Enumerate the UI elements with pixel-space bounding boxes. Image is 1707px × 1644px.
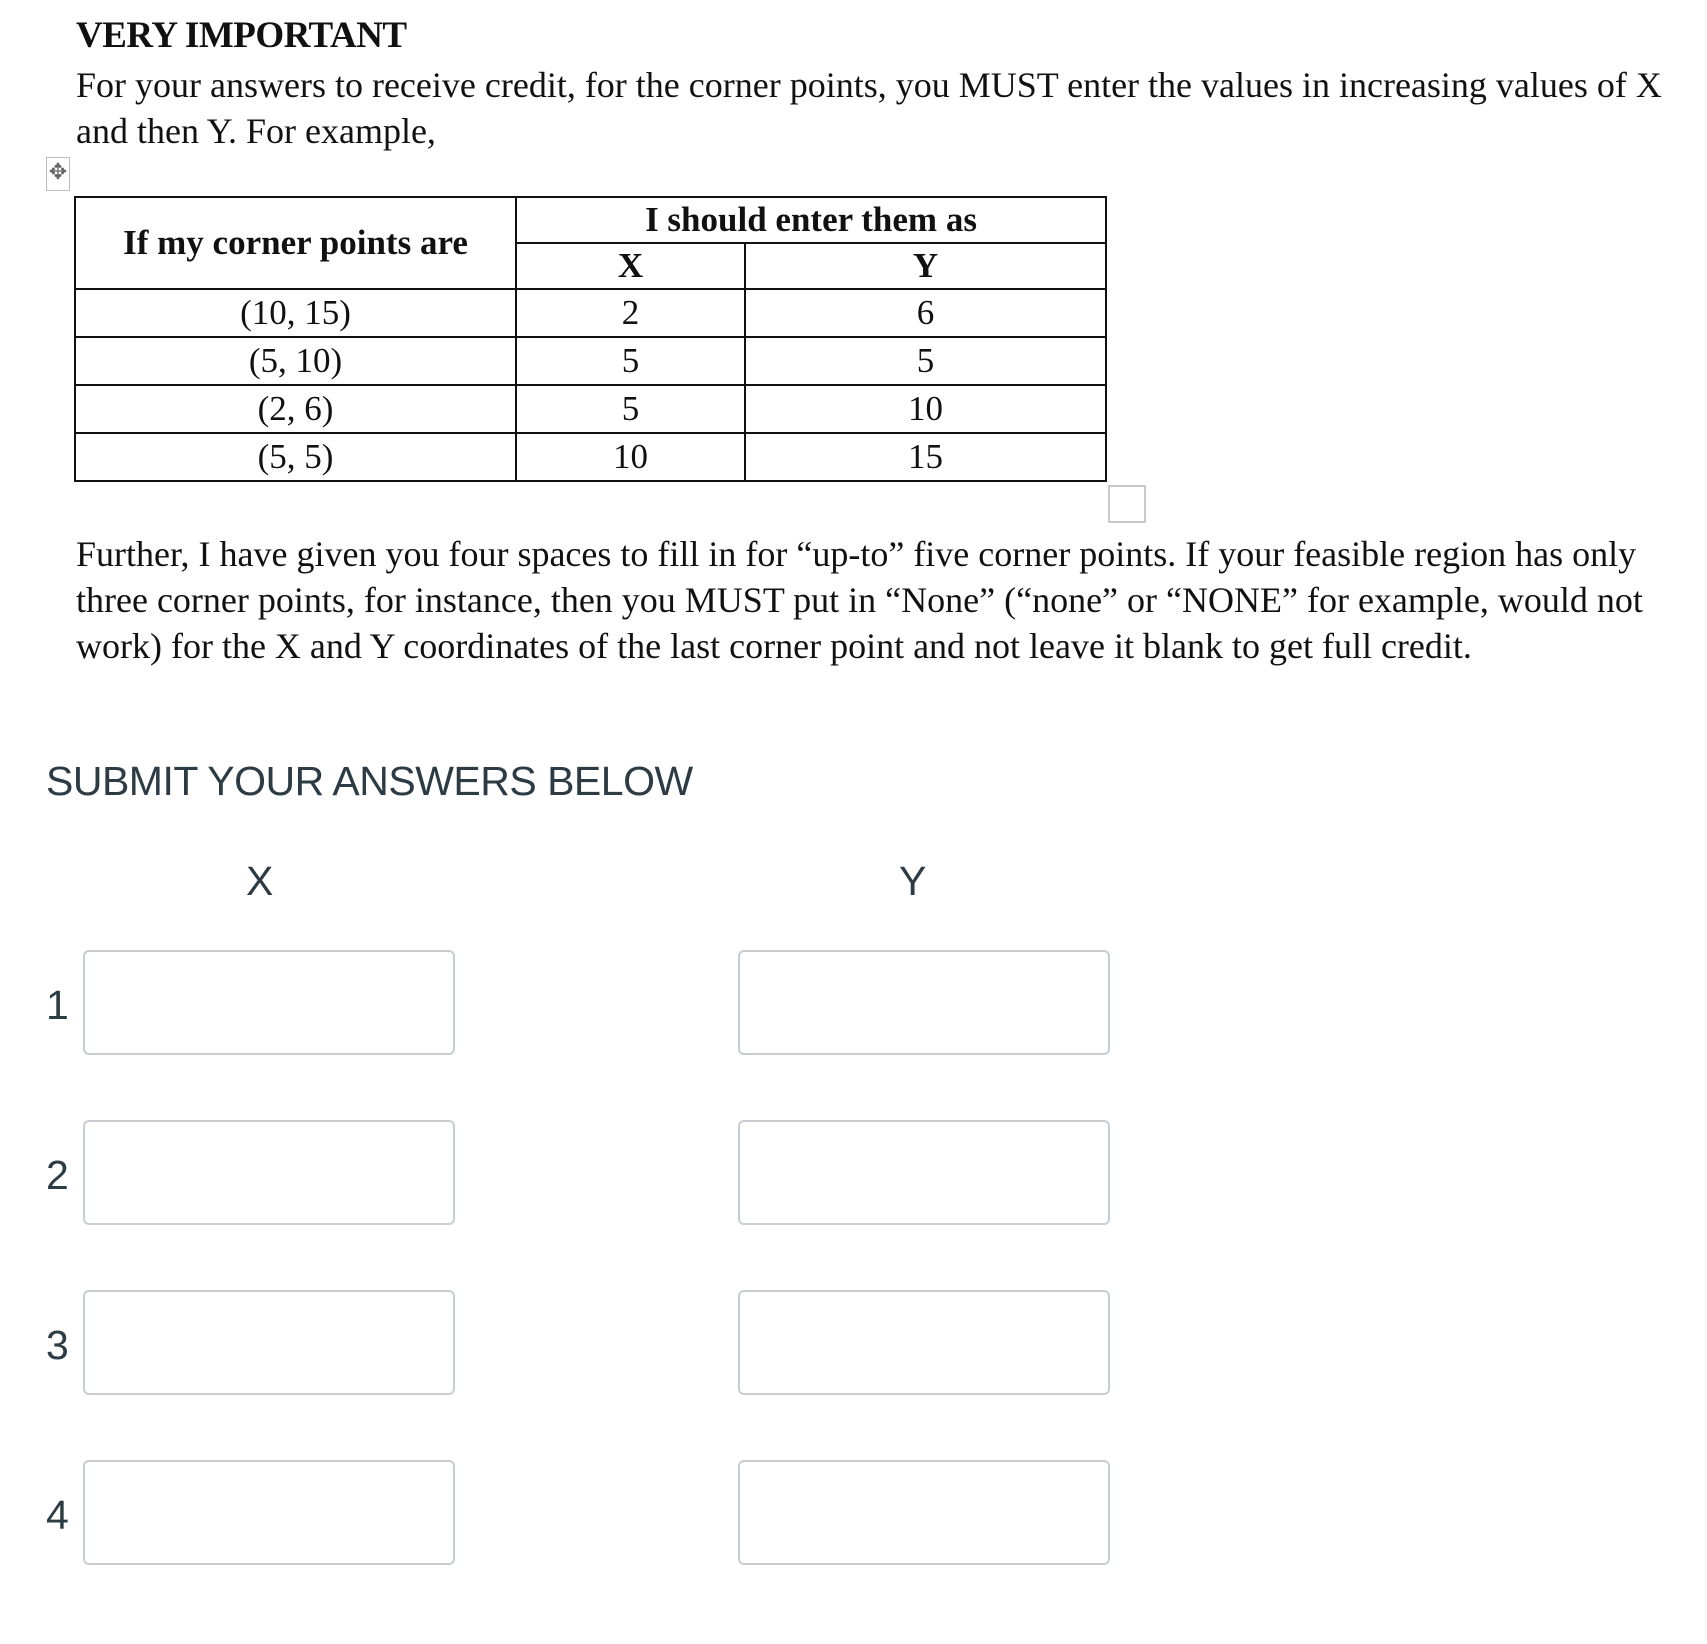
header-y: Y [745, 243, 1106, 289]
answer-x-3[interactable] [83, 1290, 455, 1395]
cell-point: (5, 10) [75, 337, 516, 385]
column-y-label: Y [899, 858, 927, 904]
cell-x: 2 [516, 289, 745, 337]
table-row [75, 433, 1106, 481]
cell-point: (10, 15) [75, 289, 516, 337]
row-label-1: 1 [46, 982, 69, 1028]
answer-x-2[interactable] [83, 1120, 455, 1225]
example-table [74, 196, 1107, 482]
further-instructions: Further, I have given you four spaces to fill in for “up-to” five corner points. If your feasible region has only three corner points, for instance, then you MUST put in “None” (“none” or “NONE” for example, would not work) for the X and Y coordinates of the last corner point and not leave it blank to get full credit. [76, 534, 1643, 666]
table-row [75, 385, 1106, 433]
answer-x-4[interactable] [83, 1460, 455, 1565]
cell-x: 5 [516, 385, 745, 433]
submit-heading: SUBMIT YOUR ANSWERS BELOW [46, 758, 693, 804]
cell-y: 15 [745, 433, 1106, 481]
cell-point: (2, 6) [75, 385, 516, 433]
table-row [75, 337, 1106, 385]
header-x: X [516, 243, 745, 289]
answer-y-3[interactable] [738, 1290, 1110, 1395]
answer-y-1[interactable] [738, 950, 1110, 1055]
table-row [75, 289, 1106, 337]
cell-y: 5 [745, 337, 1106, 385]
header-corner-points: If my corner points are [75, 197, 516, 289]
cell-y: 10 [745, 385, 1106, 433]
notice-body: For your answers to receive credit, for the corner points, you MUST enter the values in increasing values of X and then Y. For example, [76, 65, 1662, 151]
answer-y-2[interactable] [738, 1120, 1110, 1225]
row-label-4: 4 [46, 1492, 69, 1538]
cell-y: 6 [745, 289, 1106, 337]
cell-x: 10 [516, 433, 745, 481]
answer-x-1[interactable] [83, 950, 455, 1055]
answer-y-4[interactable] [738, 1460, 1110, 1565]
row-label-3: 3 [46, 1322, 69, 1368]
header-enter-as: I should enter them as [516, 197, 1106, 243]
cell-point: (5, 5) [75, 433, 516, 481]
notice-title: VERY IMPORTANT [76, 15, 407, 56]
table-resize-handle[interactable] [1108, 485, 1146, 523]
move-handle-icon[interactable]: ✥ [46, 157, 70, 191]
cell-x: 5 [516, 337, 745, 385]
column-x-label: X [246, 858, 274, 904]
row-label-2: 2 [46, 1152, 69, 1198]
